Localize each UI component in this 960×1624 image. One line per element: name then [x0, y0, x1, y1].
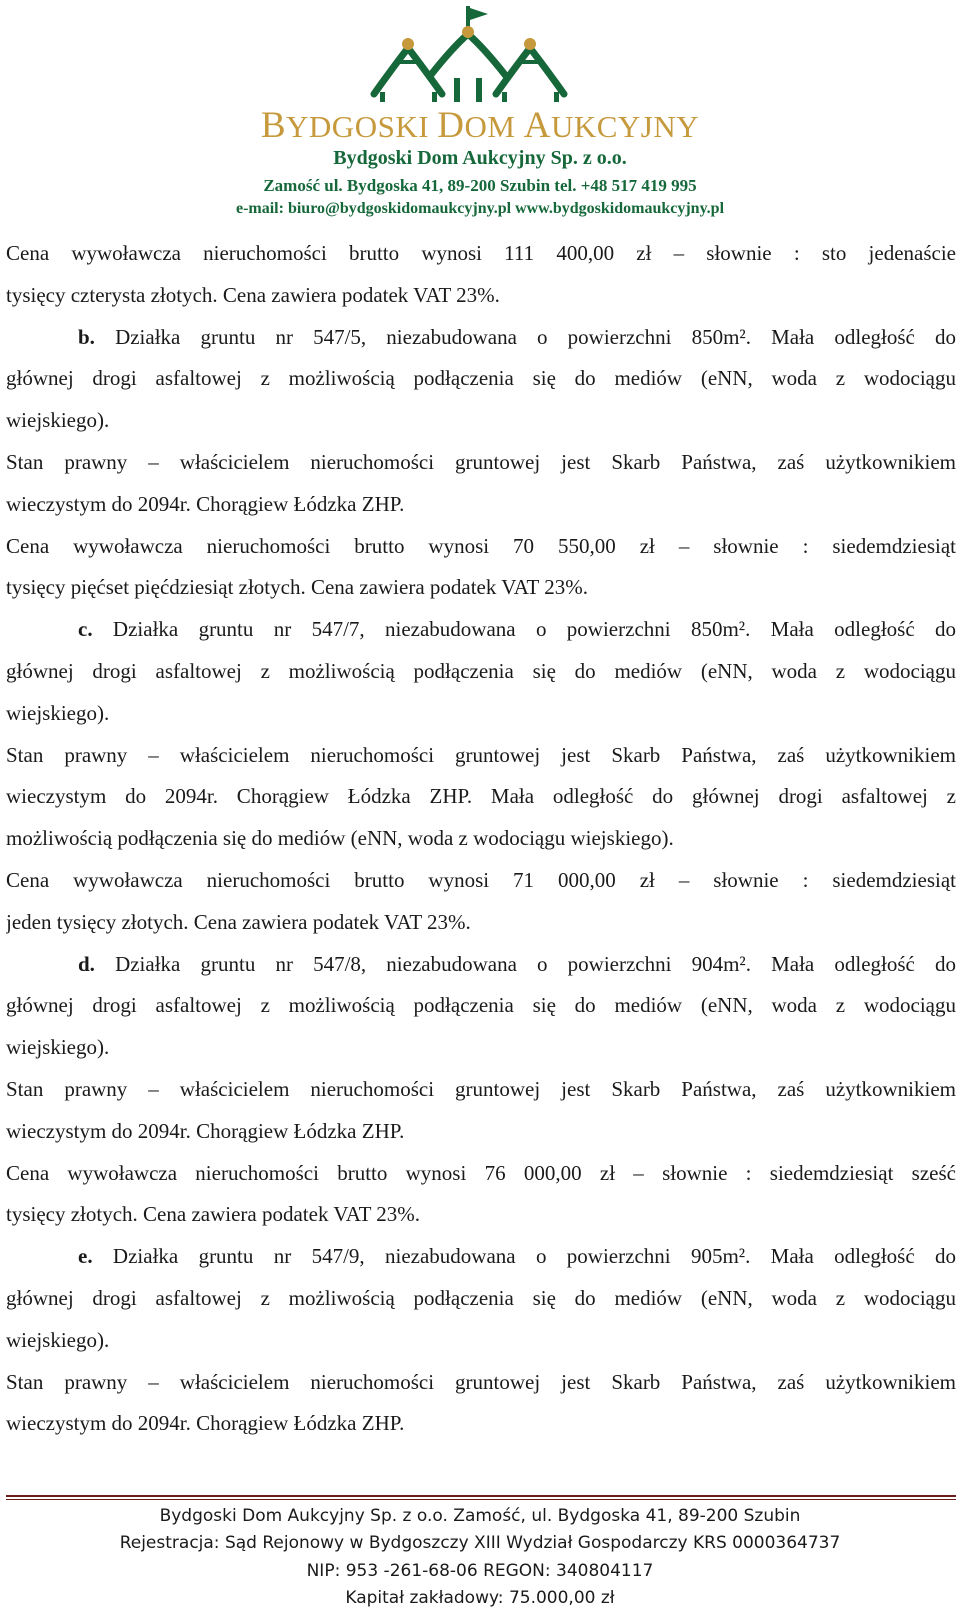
text-line: [6, 825, 956, 851]
text-line: [6, 1201, 956, 1227]
letterhead: [0, 0, 960, 230]
line-text: wiejskiego).: [6, 1035, 110, 1059]
footer-capital: Kapitał zakładowy: 75.000,00 zł: [345, 1588, 615, 1608]
footer-tax-ids: NIP: 953 -261-68-06 REGON: 340804117: [306, 1561, 654, 1581]
brand-name: BYDGOSKI DOM AUKCYJNY: [260, 105, 700, 146]
text-line: [6, 1034, 956, 1060]
line-text: wieczystym do 2094r. Chorągiew Łódzka ZHP. Mała odległość do głównej drogi asfaltowej z: [6, 784, 956, 808]
text-line: [6, 449, 956, 475]
line-text: wiejskiego).: [6, 408, 110, 432]
text-line: [6, 1327, 956, 1353]
text-line: [6, 700, 956, 726]
line-text: głównej drogi asfaltowej z możliwością podłączenia się do mediów (eNN, woda z wodociągu: [6, 1286, 956, 1310]
text-line: [6, 1285, 956, 1311]
line-text: wiejskiego).: [6, 701, 110, 725]
text-line: [6, 1118, 956, 1144]
line-text: Stan prawny – właścicielem nieruchomości gruntowej jest Skarb Państwa, zaś użytkownikiem: [6, 1370, 956, 1394]
line-text: głównej drogi asfaltowej z możliwością podłączenia się do mediów (eNN, woda z wodociągu: [6, 366, 956, 390]
line-text: głównej drogi asfaltowej z możliwością podłączenia się do mediów (eNN, woda z wodociągu: [6, 659, 956, 683]
line-text: tysięcy pięćset pięćdziesiąt złotych. Cena zawiera podatek VAT 23%.: [6, 575, 588, 599]
text-line: [6, 1076, 956, 1102]
line-text: jeden tysięcy złotych. Cena zawiera podatek VAT 23%.: [6, 910, 471, 934]
line-text: Cena wywoławcza nieruchomości brutto wynosi 70 550,00 zł – słownie : siedemdziesiąt: [6, 534, 956, 558]
text-line: [6, 909, 956, 935]
text-line: [6, 867, 956, 893]
section-label: e.: [78, 1244, 93, 1268]
text-line: [6, 282, 956, 308]
company-address: Zamość ul. Bydgoska 41, 89-200 Szubin tel. +48 517 419 995: [263, 176, 697, 195]
text-line: [6, 533, 956, 559]
line-text: Stan prawny – właścicielem nieruchomości gruntowej jest Skarb Państwa, zaś użytkownikiem: [6, 450, 956, 474]
auction-house-logo-icon: [360, 4, 600, 104]
text-line: [6, 658, 956, 684]
line-text: Stan prawny – właścicielem nieruchomości gruntowej jest Skarb Państwa, zaś użytkownikiem: [6, 1077, 956, 1101]
section-heading-line: [78, 324, 956, 350]
line-text: wieczystym do 2094r. Chorągiew Łódzka ZHP.: [6, 1411, 405, 1435]
line-text: wieczystym do 2094r. Chorągiew Łódzka ZHP.: [6, 1119, 405, 1143]
footer-registration: Rejestracja: Sąd Rejonowy w Bydgoszczy XIII Wydział Gospodarczy KRS 0000364737: [119, 1533, 841, 1553]
text-line: [6, 1160, 956, 1186]
text-line: [6, 992, 956, 1018]
line-text: głównej drogi asfaltowej z możliwością podłączenia się do mediów (eNN, woda z wodociągu: [6, 993, 956, 1017]
footer-divider-thin: [6, 1499, 956, 1500]
text-line: [6, 783, 956, 809]
line-text: wiejskiego).: [6, 1328, 110, 1352]
text-line: [6, 1369, 956, 1395]
footer-divider: [6, 1495, 956, 1497]
footer-company: Bydgoski Dom Aukcyjny Sp. z o.o. Zamość, ul. Bydgoska 41, 89-200 Szubin: [159, 1506, 801, 1526]
section-label: d.: [78, 952, 95, 976]
line-text: Działka gruntu nr 547/5, niezabudowana o powierzchni 850m². Mała odległość do: [94, 325, 956, 349]
text-line: [6, 365, 956, 391]
section-heading-line: [78, 1243, 956, 1269]
section-heading-line: [78, 616, 956, 642]
text-line: [6, 407, 956, 433]
section-label: c.: [78, 617, 93, 641]
line-text: Działka gruntu nr 547/7, niezabudowana o powierzchni 850m². Mała odległość do: [92, 617, 956, 641]
line-text: Cena wywoławcza nieruchomości brutto wynosi 76 000,00 zł – słownie : siedemdziesiąt sześć: [6, 1161, 956, 1185]
line-text: Stan prawny – właścicielem nieruchomości gruntowej jest Skarb Państwa, zaś użytkownikiem: [6, 743, 956, 767]
line-text: wieczystym do 2094r. Chorągiew Łódzka ZHP.: [6, 492, 405, 516]
line-text: Cena wywoławcza nieruchomości brutto wynosi 111 400,00 zł – słownie : sto jedenaście: [6, 241, 956, 265]
line-text: tysięcy czterysta złotych. Cena zawiera podatek VAT 23%.: [6, 283, 500, 307]
line-text: tysięcy złotych. Cena zawiera podatek VAT 23%.: [6, 1202, 421, 1226]
text-line: [6, 240, 956, 266]
text-line: [6, 491, 956, 517]
line-text: Cena wywoławcza nieruchomości brutto wynosi 71 000,00 zł – słownie : siedemdziesiąt: [6, 868, 956, 892]
section-heading-line: [78, 951, 956, 977]
line-text: Działka gruntu nr 547/8, niezabudowana o powierzchni 904m². Mała odległość do: [94, 952, 956, 976]
text-line: [6, 574, 956, 600]
company-contact: e-mail: biuro@bydgoskidomaukcyjny.pl www.bydgoskidomaukcyjny.pl: [235, 200, 725, 217]
company-name: Bydgoski Dom Aukcyjny Sp. z o.o.: [333, 147, 627, 169]
line-text: Działka gruntu nr 547/9, niezabudowana o powierzchni 905m². Mała odległość do: [92, 1244, 956, 1268]
section-label: b.: [78, 325, 95, 349]
text-line: [6, 1410, 956, 1436]
text-line: [6, 742, 956, 768]
line-text: możliwością podłączenia się do mediów (eNN, woda z wodociągu wiejskiego).: [6, 826, 674, 850]
